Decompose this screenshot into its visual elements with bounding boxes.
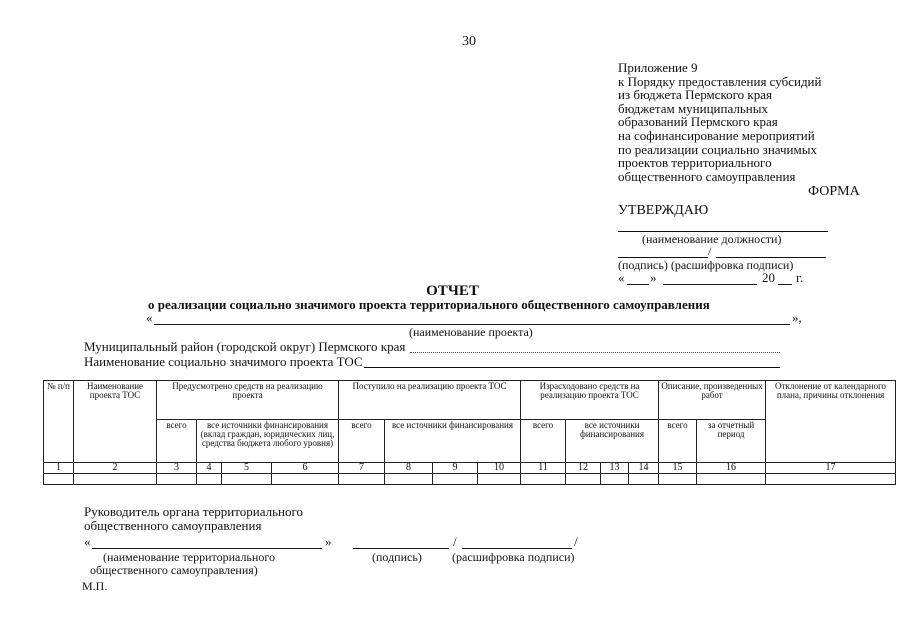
column-number: 7 — [339, 463, 385, 474]
appendix-line: Приложение 9 — [618, 60, 698, 75]
appendix-line: к Порядку предоставления субсидий — [618, 73, 822, 89]
column-number: 9 — [433, 463, 478, 474]
signature-caption: (подпись) (расшифровка подписи) — [618, 258, 794, 272]
date-open-quote: « — [618, 270, 625, 285]
column-number: 6 — [272, 463, 339, 474]
head-title-line1: Руководитель органа территориального — [84, 504, 303, 519]
appendix-line: образований Пермского края — [618, 114, 778, 130]
org-caption-line1: (наименование территориального — [103, 550, 275, 564]
header-row — [44, 381, 896, 420]
district-label: Муниципальный район (городской округ) Пермского края — [84, 339, 406, 354]
appendix-line: на софинансирование мероприятий — [618, 127, 815, 143]
footer-decoding-line — [462, 548, 572, 549]
org-open-quote: « — [84, 534, 91, 549]
project-title-line — [364, 367, 780, 368]
date-close-quote: » — [650, 270, 657, 285]
appendix-line: общественного самоуправления — [618, 168, 796, 184]
footer-decoding-caption: (расшифровка подписи) — [452, 550, 575, 564]
header-deviation: Отклонение от календарного плана, причины отклонения — [766, 381, 896, 463]
signature-slash: / — [708, 244, 712, 258]
column-number: 12 — [566, 463, 601, 474]
header-received: Поступило на реализацию проекта ТОС — [339, 381, 521, 420]
footer-signature-line — [353, 548, 449, 549]
column-number: 11 — [521, 463, 566, 474]
district-line — [410, 352, 780, 353]
planned-total: всего — [157, 420, 197, 463]
column-number: 8 — [385, 463, 433, 474]
org-caption-line2: общественного самоуправления) — [90, 563, 258, 577]
spent-total: всего — [521, 420, 566, 463]
footer-slash-right: / — [574, 534, 578, 549]
column-number: 13 — [601, 463, 629, 474]
header-num: № п/п — [44, 381, 74, 463]
project-close-quote: », — [792, 310, 802, 325]
project-caption: (наименование проекта) — [409, 325, 533, 339]
column-number: 17 — [766, 463, 896, 474]
column-number: 15 — [659, 463, 697, 474]
project-open-quote: « — [146, 310, 153, 325]
form-label: ФОРМА — [808, 184, 860, 199]
header-name: Наименование проекта ТОС — [74, 381, 157, 463]
column-number: 3 — [157, 463, 197, 474]
position-caption: (наименование должности) — [642, 232, 782, 246]
appendix-block — [618, 61, 821, 183]
appendix-line: из бюджета Пермского края — [618, 87, 773, 103]
appendix-line: по реализации социально значимых — [618, 141, 817, 157]
column-number: 4 — [197, 463, 222, 474]
column-number: 2 — [74, 463, 157, 474]
planned-sources: все источники финансирования (вклад граждан, юридических лиц, средства бюджета любого уровня) — [197, 420, 339, 463]
stamp-label: М.П. — [82, 579, 108, 593]
column-number: 1 — [44, 463, 74, 474]
report-table — [43, 380, 896, 485]
year-prefix: 20 — [762, 270, 775, 285]
received-total: всего — [339, 420, 385, 463]
column-number: 10 — [478, 463, 521, 474]
org-name-line — [92, 548, 322, 549]
year-suffix: г. — [796, 270, 804, 285]
header-works: Описание, произведенных работ — [659, 381, 766, 420]
column-number: 14 — [629, 463, 659, 474]
works-total: всего — [659, 420, 697, 463]
org-close-quote: » — [325, 534, 332, 549]
header-spent: Израсходовано средств на реализацию проекта ТОС — [521, 381, 659, 420]
appendix-line: бюджетам муниципальных — [618, 100, 768, 116]
head-title-line2: общественного самоуправления — [84, 518, 262, 533]
works-period: за отчетный период — [697, 420, 766, 463]
column-number: 16 — [697, 463, 766, 474]
appendix-line: проектов территориального — [618, 155, 772, 171]
report-title: ОТЧЕТ — [426, 283, 479, 299]
empty-data-row — [44, 474, 896, 485]
footer-signature-caption: (подпись) — [372, 550, 422, 564]
footer-slash-left: / — [453, 534, 457, 549]
column-number-row — [44, 463, 896, 474]
received-sources: все источники финансирования — [385, 420, 521, 463]
header-planned: Предусмотрено средств на реализацию проекта — [157, 381, 339, 420]
project-name-label: Наименование социально значимого проекта ТОС — [84, 354, 363, 369]
report-subtitle: о реализации социально значимого проекта территориального общественного самоуправления — [148, 297, 710, 312]
column-number: 5 — [222, 463, 272, 474]
spent-sources: все источники финансирования — [566, 420, 659, 463]
approve-title: УТВЕРЖДАЮ — [618, 203, 709, 218]
page-number: 30 — [462, 34, 476, 49]
